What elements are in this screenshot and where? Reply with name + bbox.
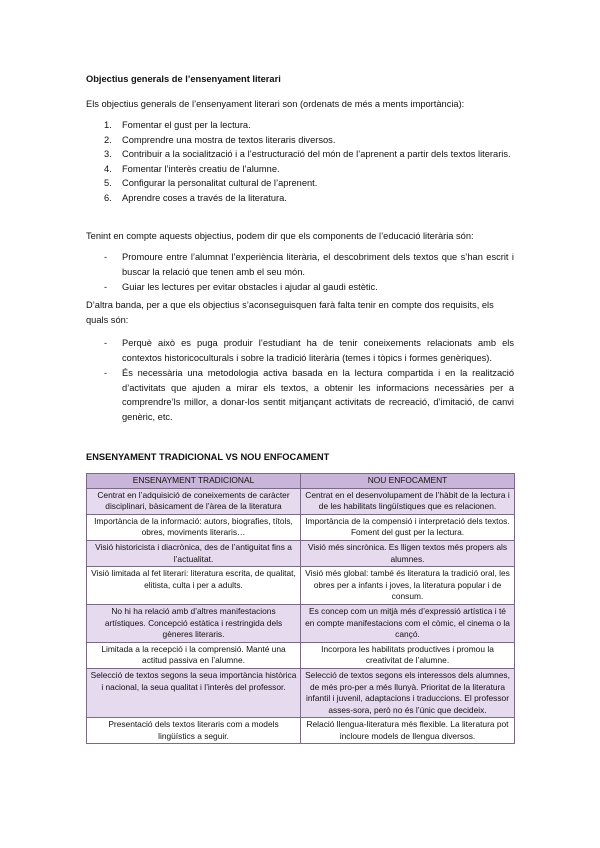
column-header-new-approach: NOU ENFOCAMENT xyxy=(301,474,515,489)
table-cell: Presentació dels textos literaris com a models lingüístics a seguir. xyxy=(87,718,301,744)
table-cell: Limitada a la recepció i la comprensió. Manté una actitud passiva en l’alumne. xyxy=(87,642,301,668)
table-cell: Visió limitada al fet literari: literatura escrita, de qualitat, elitista, culta i per a adults. xyxy=(87,567,301,605)
table-cell: Importància de la informació: autors, biografies, títols, obres, moviments literaris… xyxy=(87,514,301,540)
list-item: - Perquè això es puga produir l’estudiant ha de tenir coneixements relacionats amb els contextos historicoculturals i sobre la tradició literària (temes i tòpics i formes genèriques). xyxy=(104,338,514,363)
table-cell: Importància de la compensió i interpretació dels textos. Foment del gust per la lectura. xyxy=(301,514,515,540)
components-list xyxy=(104,250,514,296)
table-header-row xyxy=(87,474,515,489)
table-row xyxy=(87,514,515,540)
list-item: - Guiar les lectures per evitar obstacles i ajudar al gaudi estètic. xyxy=(104,282,378,292)
table-cell: Visió més global: també és literatura la tradició oral, les obres per a infants i joves, la literatura popular i de consum. xyxy=(301,567,515,605)
table-row xyxy=(87,668,515,717)
requirements-intro: D’altra banda, per a que els objectius s’aconseguisquen farà falta tenir en compte dos requisits, els quals són: xyxy=(86,300,494,325)
table-row xyxy=(87,604,515,642)
table-cell: Selecció de textos segons els interessos dels alumnes, de més pro-per a més llunyà. Prioritat de la literatura infantil i juvenil, adaptacions i traduccions. El professor asses-sora, però no és l’únic que decideix. xyxy=(301,668,515,717)
list-item: 4. Fomentar l’interès creatiu de l’alumne. xyxy=(104,163,280,174)
table-row xyxy=(87,718,515,744)
table-row xyxy=(87,567,515,605)
table-cell: Relació llengua-literatura més flexible. La literatura pot incloure models de llengua diversos. xyxy=(301,718,515,744)
list-item: 2. Comprendre una mostra de textos literaris diversos. xyxy=(104,134,336,145)
table-cell: Centrat en l’adquisició de coneixements de caràcter disciplinari, bàsicament de l’àrea de la literatura xyxy=(87,488,301,514)
column-header-traditional: ENSENAYMENT TRADICIONAL xyxy=(87,474,301,489)
table-cell: Visió historicista i diacrònica, des de l’antiguitat fins a l’actualitat. xyxy=(87,540,301,566)
table-cell: Incorpora les habilitats productives i promou la creativitat de l’alumne. xyxy=(301,642,515,668)
table-row xyxy=(87,642,515,668)
list-item: - Promoure entre l’alumnat l’experiència literària, el descobriment dels textos que s’han escrit i buscar la relació que tenen amb el seu món. xyxy=(104,252,514,277)
list-item: 1. Fomentar el gust per la lectura. xyxy=(104,120,251,130)
section-heading: Objectius generals de l’ensenyament literari xyxy=(86,74,281,84)
table-row xyxy=(87,540,515,566)
objectives-list xyxy=(104,118,514,205)
components-intro: Tenint en compte aquests objectius, podem dir que els components de l’educació literària són: xyxy=(86,231,474,241)
list-item: 6. Aprendre coses a través de la literatura. xyxy=(104,192,287,203)
list-item: 5. Configurar la personalitat cultural de l’aprenent. xyxy=(104,178,318,188)
requirements-list xyxy=(104,336,514,425)
table-cell: No hi ha relació amb d’altres manifestacions artístiques. Concepció estàtica i restringida dels gèneres literaris. xyxy=(87,604,301,642)
table-cell: Visió més sincrònica. Es lligen textos més propers als alumnes. xyxy=(301,540,515,566)
table-cell: Selecció de textos segons la seua importància històrica i nacional, la seua qualitat i l’interès del professor. xyxy=(87,668,301,717)
comparison-table xyxy=(86,473,515,744)
list-item: - És necessària una metodologia activa basada en la lectura compartida i en la realització d’activitats que ajuden a mirar els textos, a obtenir les informacions necessàries per a comprendre’ls millor, a donar-los sentit mitjançant activitats de recreació, d’imitació, de canvi genèric, etc. xyxy=(104,368,514,422)
table-row xyxy=(87,488,515,514)
list-item: 3. Contribuir a la socialització i a l’estructuració del món de l’aprenent a partir dels textos literaris. xyxy=(104,149,511,159)
table-cell: Es concep com un mitjà més d’expressió artística i té en compte manifestacions com el còmic, el cinema o la cançó. xyxy=(301,604,515,642)
table-cell: Centrat en el desenvolupament de l’hàbit de la lectura i de les habilitats lingüístiques que es relacionen. xyxy=(301,488,515,514)
table-title: ENSENYAMENT TRADICIONAL VS NOU ENFOCAMENT xyxy=(86,452,330,462)
intro-paragraph: Els objectius generals de l’ensenyament literari son (ordenats de més a ments importància): xyxy=(86,99,465,109)
